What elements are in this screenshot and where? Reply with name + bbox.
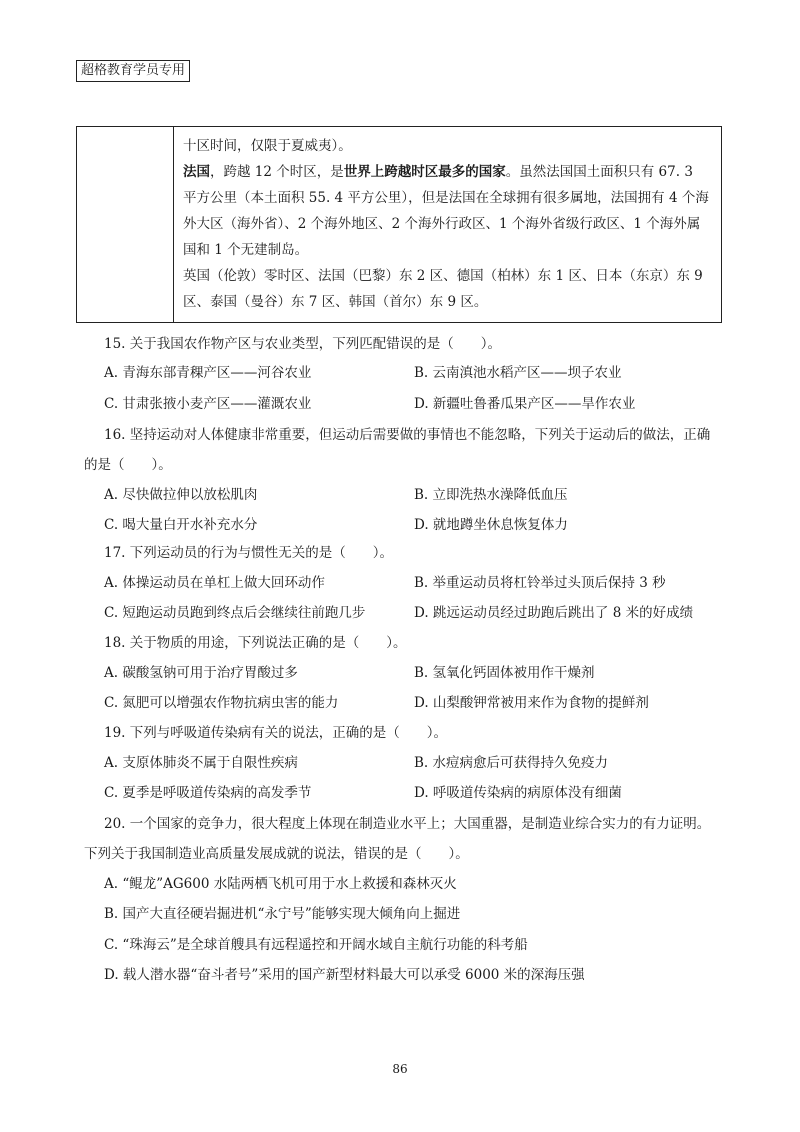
table-paragraph xyxy=(183,263,709,315)
question-17-option-b: B. 举重运动员将杠铃举过头顶后保持 3 秒 xyxy=(414,575,666,591)
text-run: ，跨越 12 个时区，是 xyxy=(210,164,344,180)
bold-run: 法国 xyxy=(183,164,210,180)
question-15-option-d: D. 新疆吐鲁番瓜果产区——旱作农业 xyxy=(414,396,636,412)
question-17-option-c: C. 短跑运动员跑到终点后会继续往前跑几步 xyxy=(104,605,366,621)
question-20-option-c: C. “珠海云”是全球首艘具有远程遥控和开阔水域自主航行功能的科考船 xyxy=(104,937,528,953)
page-number: 86 xyxy=(392,1062,408,1076)
table-paragraph xyxy=(183,133,709,159)
question-19-option-c: C. 夏季是呼吸道传染病的高发季节 xyxy=(104,785,312,801)
text-run: 。虽然法国国土面积只有 67. 3 平方公里（本土面积 55. 4 平方公里），但是法国在全球拥有很多属地，法国拥有 4 个海外大区（海外省）、2 个海外地区、2 个海外行政区、1 个海外省级行政区、1 个海外属国和 1 个无建制岛。 xyxy=(183,164,709,258)
question-16-option-a: A. 尽快做拉伸以放松肌肉 xyxy=(104,487,258,503)
table-right-cell xyxy=(183,133,709,315)
bold-run: 世界上跨越时区最多的国家 xyxy=(343,164,506,180)
question-17-option-a: A. 体操运动员在单杠上做大回环动作 xyxy=(104,575,325,591)
table-paragraph xyxy=(183,159,709,263)
question-18-stem: 18. 关于物质的用途，下列说法正确的是（ ）。 xyxy=(104,635,407,651)
question-15-option-a: A. 青海东部青稞产区——河谷农业 xyxy=(104,365,312,381)
explanation-table xyxy=(76,126,722,323)
question-18-option-c: C. 氮肥可以增强农作物抗病虫害的能力 xyxy=(104,695,339,711)
question-15-option-b: B. 云南滇池水稻产区——坝子农业 xyxy=(414,365,622,381)
question-18-option-a: A. 碳酸氢钠可用于治疗胃酸过多 xyxy=(104,665,298,681)
question-19-option-b: B. 水痘病愈后可获得持久免疫力 xyxy=(414,755,609,771)
question-20-stem: 20. 一个国家的竞争力，很大程度上体现在制造业水平上；大国重器，是制造业综合实力的有力证明。下列关于我国制造业高质量发展成就的说法，错误的是（ ）。 xyxy=(84,816,711,862)
table-left-cell xyxy=(77,127,174,322)
question-19-stem: 19. 下列与呼吸道传染病有关的说法，正确的是（ ）。 xyxy=(104,725,448,741)
question-19-option-d: D. 呼吸道传染病的病原体没有细菌 xyxy=(414,785,622,801)
header-stamp: 超格教育学员专用 xyxy=(76,60,190,82)
question-20-option-d: D. 载人潜水器“奋斗者号”采用的国产新型材料最大可以承受 6000 米的深海压强 xyxy=(104,967,585,983)
question-18-option-d: D. 山梨酸钾常被用来作为食物的提鲜剂 xyxy=(414,695,649,711)
question-16-option-c: C. 喝大量白开水补充水分 xyxy=(104,517,258,533)
question-15-stem: 15. 关于我国农作物产区与农业类型，下列匹配错误的是（ ）。 xyxy=(104,336,502,352)
text-run: 英国（伦敦）零时区、法国（巴黎）东 2 区、德国（柏林）东 1 区、日本（东京）东 9 区、泰国（曼谷）东 7 区、韩国（首尔）东 9 区。 xyxy=(183,268,703,310)
text-run: 十区时间，仅限于夏威夷）。 xyxy=(183,138,352,154)
question-20-option-a: A. “鲲龙”AG600 水陆两栖飞机可用于水上救援和森林灭火 xyxy=(104,876,457,892)
question-17-option-d: D. 跳远运动员经过助跑后跳出了 8 米的好成绩 xyxy=(414,605,694,621)
question-20-option-b: B. 国产大直径硬岩掘进机“永宁号”能够实现大倾角向上掘进 xyxy=(104,906,461,922)
question-16-stem: 16. 坚持运动对人体健康非常重要，但运动后需要做的事情也不能忽略，下列关于运动后的做法，正确的是（ ）。 xyxy=(84,427,711,473)
question-19-option-a: A. 支原体肺炎不属于自限性疾病 xyxy=(104,755,298,771)
question-17-stem: 17. 下列运动员的行为与惯性无关的是（ ）。 xyxy=(104,545,394,561)
question-16-option-b: B. 立即洗热水澡降低血压 xyxy=(414,487,568,503)
question-15-option-c: C. 甘肃张掖小麦产区——灌溉农业 xyxy=(104,396,312,412)
question-18-option-b: B. 氢氧化钙固体被用作干燥剂 xyxy=(414,665,595,681)
question-16-option-d: D. 就地蹲坐休息恢复体力 xyxy=(414,517,568,533)
